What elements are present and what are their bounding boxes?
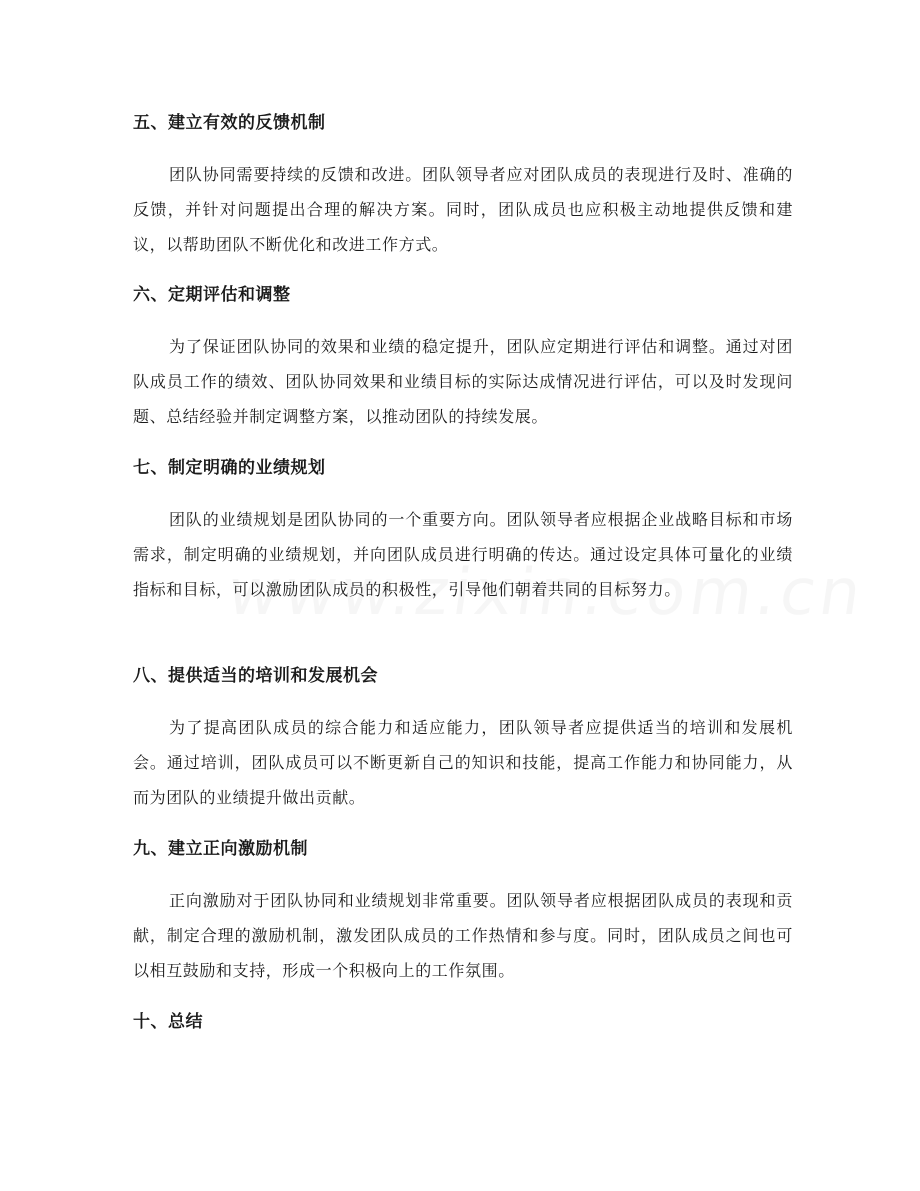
section-heading: 七、制定明确的业绩规划 bbox=[133, 458, 326, 478]
section-8 bbox=[133, 664, 793, 815]
section-9 bbox=[133, 837, 793, 988]
section-6 bbox=[133, 283, 793, 434]
section-7 bbox=[133, 456, 793, 607]
section-paragraph: 为了保证团队协同的效果和业绩的稳定提升，团队应定期进行评估和调整。通过对团队成员工作的绩效、团队协同效果和业绩目标的实际达成情况进行评估，可以及时发现问题、总结经验并制定调整方案，以推动团队的持续发展。 bbox=[133, 337, 793, 426]
section-paragraph: 团队协同需要持续的反馈和改进。团队领导者应对团队成员的表现进行及时、准确的反馈，并针对问题提出合理的解决方案。同时，团队成员也应积极主动地提供反馈和建议，以帮助团队不断优化和改进工作方式。 bbox=[133, 165, 793, 254]
section-paragraph: 为了提高团队成员的综合能力和适应能力，团队领导者应提供适当的培训和发展机会。通过培训，团队成员可以不断更新自己的知识和技能，提高工作能力和协同能力，从而为团队的业绩提升做出贡献。 bbox=[133, 718, 793, 807]
section-5 bbox=[133, 111, 793, 262]
section-heading: 五、建立有效的反馈机制 bbox=[133, 113, 326, 133]
section-10 bbox=[133, 1010, 793, 1034]
section-heading: 九、建立正向激励机制 bbox=[133, 839, 308, 859]
section-heading: 八、提供适当的培训和发展机会 bbox=[133, 666, 378, 686]
section-paragraph: 团队的业绩规划是团队协同的一个重要方向。团队领导者应根据企业战略目标和市场需求，制定明确的业绩规划，并向团队成员进行明确的传达。通过设定具体可量化的业绩指标和目标，可以激励团队成员的积极性，引导他们朝着共同的目标努力。 bbox=[133, 510, 793, 599]
section-paragraph: 正向激励对于团队协同和业绩规划非常重要。团队领导者应根据团队成员的表现和贡献，制定合理的激励机制，激发团队成员的工作热情和参与度。同时，团队成员之间也可以相互鼓励和支持，形成一个积极向上的工作氛围。 bbox=[133, 891, 793, 980]
section-heading: 十、总结 bbox=[133, 1012, 203, 1032]
section-heading: 六、定期评估和调整 bbox=[133, 285, 291, 305]
